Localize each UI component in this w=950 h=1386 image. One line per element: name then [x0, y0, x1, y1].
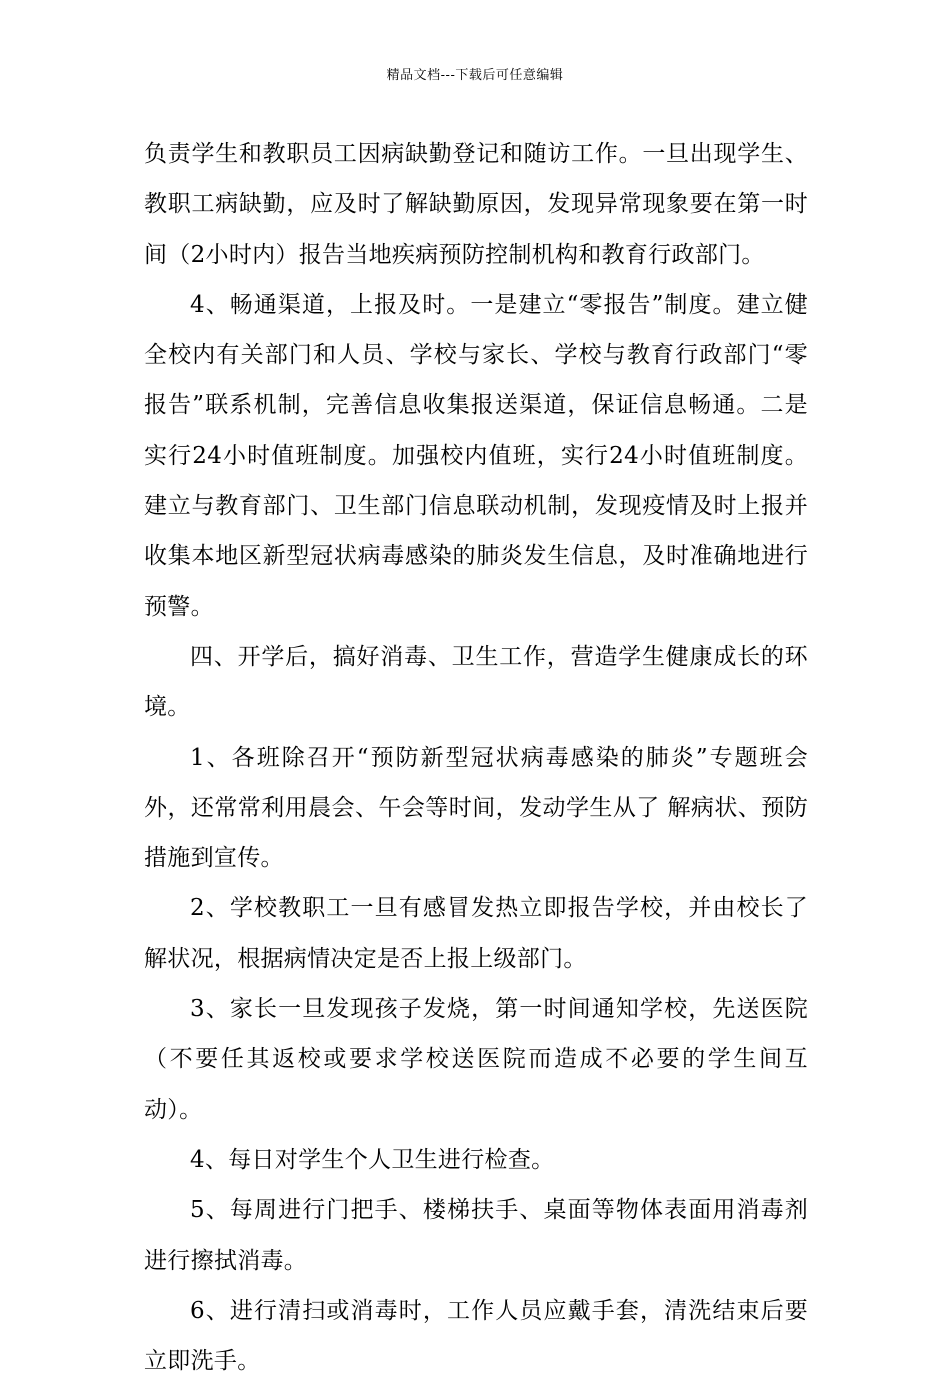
paragraph-3: 四、开学后，搞好消毒、卫生工作，营造学生健康成长的环境。	[144, 643, 808, 721]
document-body	[144, 129, 808, 1386]
paragraph-9: 6、进行清扫或消毒时，工作人员应戴手套，清洗结束后要立即洗手。	[144, 1297, 808, 1375]
paragraph-4: 1、各班除召开“预防新型冠状病毒感染的肺炎”专题班会外，还常常利用晨会、午会等时间，发动学生从了 解病状、预防措施到宣传。	[144, 744, 808, 872]
paragraph-2: 4、畅通渠道，上报及时。一是建立“零报告”制度。建立健全校内有关部门和人员、学校与家长、学校与教育行政部门“零报告”联系机制，完善信息收集报送渠道，保证信息畅通。二是实行24小时值班制度。加强校内值班，实行24小时值班制度。建立与教育部门、卫生部门信息联动机制，发现疫情及时上报并收集本地区新型冠状病毒感染的肺炎发生信息，及时准确地进行预警。	[144, 291, 808, 620]
page-header: 精品文档---下载后可任意编辑	[386, 68, 564, 83]
paragraph-5: 2、学校教职工一旦有感冒发热立即报告学校，并由校长了解状况，根据病情决定是否上报上级部门。	[144, 895, 808, 972]
paragraph-8: 5、每周进行门把手、楼梯扶手、桌面等物体表面用消毒剂进行擦拭消毒。	[144, 1197, 808, 1274]
paragraph-1: 负责学生和教职员工因病缺勤登记和随访工作。一旦出现学生、教职工病缺勤，应及时了解缺勤原因，发现异常现象要在第一时间（2小时内）报告当地疾病预防控制机构和教育行政部门。	[144, 141, 808, 268]
paragraph-6: 3、家长一旦发现孩子发烧，第一时间通知学校，先送医院（不要任其返校或要求学校送医院而造成不必要的学生间互动）。	[144, 996, 808, 1123]
paragraph-7: 4、每日对学生个人卫生进行检查。	[190, 1146, 555, 1173]
